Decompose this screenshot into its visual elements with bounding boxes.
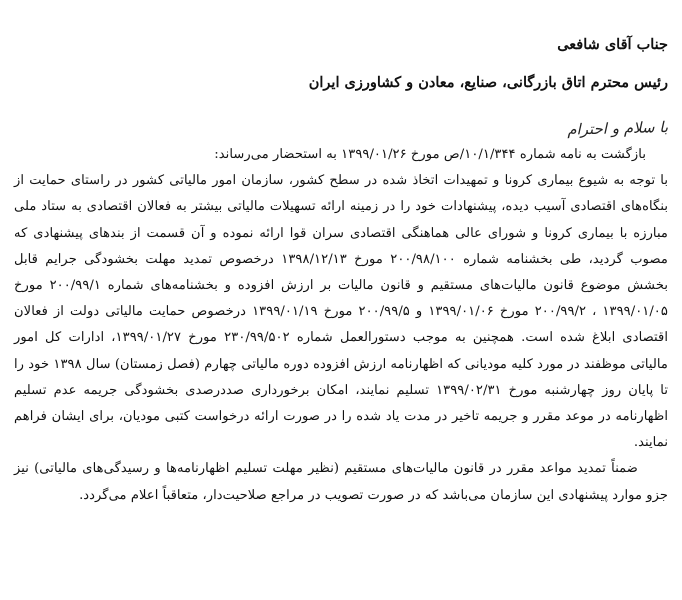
letter <box>14 34 668 509</box>
body-paragraph: با توجه به شیوع بیماری کرونا و تمهیدات اتخاذ شده در سطح کشور، سازمان امور مالیاتی کشور در راستای حمایت از بنگاه‌های اقتصادی آسیب دیده، پیشنهادات خود را در زمینه ارائه تسهیلات مالیاتی بیشتر به فعالان اقتصادی به ستاد ملی مبارزه با بیماری کرونا و شورای عالی هماهنگی اقتصادی سران قوا ارائه نموده و آن قسمت از بندهای پیشنهادی که مصوب گردید، طی بخشنامه شماره ۲۰۰/۹۸/۱۰۰ مورخ ۱۳۹۸/۱۲/۱۳ درخصوص تمدید مهلت بخشودگی جرایم قابل بخشش موضوع قانون مالیات‌های مستقیم و قانون مالیات بر ارزش افزوده و بخشنامه‌های شماره ۲۰۰/۹۹/۱ مورخ ۱۳۹۹/۰۱/۰۵ ، ۲۰۰/۹۹/۲ مورخ ۱۳۹۹/۰۱/۰۶ و ۲۰۰/۹۹/۵ مورخ ۱۳۹۹/۰۱/۱۹ درخصوص حمایت مالیاتی دولت از فعالان اقتصادی ابلاغ شده است. همچنین به موجب دستورالعمل شماره ۲۳۰/۹۹/۵۰۲ مورخ ۱۳۹۹/۰۱/۲۷، ادارات کل امور مالیاتی موظفند در مورد کلیه مودیانی که اظهارنامه ارزش افزوده دوره مالیاتی چهارم (فصل زمستان) سال ۱۳۹۸ خود را تا پایان روز چهارشنبه مورخ ۱۳۹۹/۰۲/۳۱ تسلیم نمایند، امکان برخورداری صددرصدی بخشودگی جریمه عدم تسلیم اظهارنامه در موعد مقرر و جریمه تاخیر در مدت یاد شده را در صورت ارائه درخواست کتبی مودیان، برای ایشان فراهم نمایند. <box>14 173 669 451</box>
handwritten-salutation: با سلام و احترام <box>567 118 669 139</box>
addressee: جناب آقای شافعی <box>557 36 668 53</box>
addressee-position: رئیس محترم اتاق بازرگانی، صنایع، معادن و کشاورزی ایران <box>308 74 668 91</box>
closing-paragraph: ضمناً تمدید مواعد مقرر در قانون مالیات‌های مستقیم (نظیر مهلت تسلیم اظهارنامه‌ها و رسیدگی‌های مالیاتی) نیز جزو موارد پیشنهادی این سازمان می‌باشد که در صورت تصویب در مراجع صلاحیت‌دار، متعاقباً اعلام می‌گردد. <box>14 461 668 503</box>
opening-paragraph: بازگشت به نامه شماره ۱۰/۱/۳۴۴/ص مورخ ۱۳۹۹/۰۱/۲۶ به استحضار می‌رساند: <box>214 147 646 162</box>
